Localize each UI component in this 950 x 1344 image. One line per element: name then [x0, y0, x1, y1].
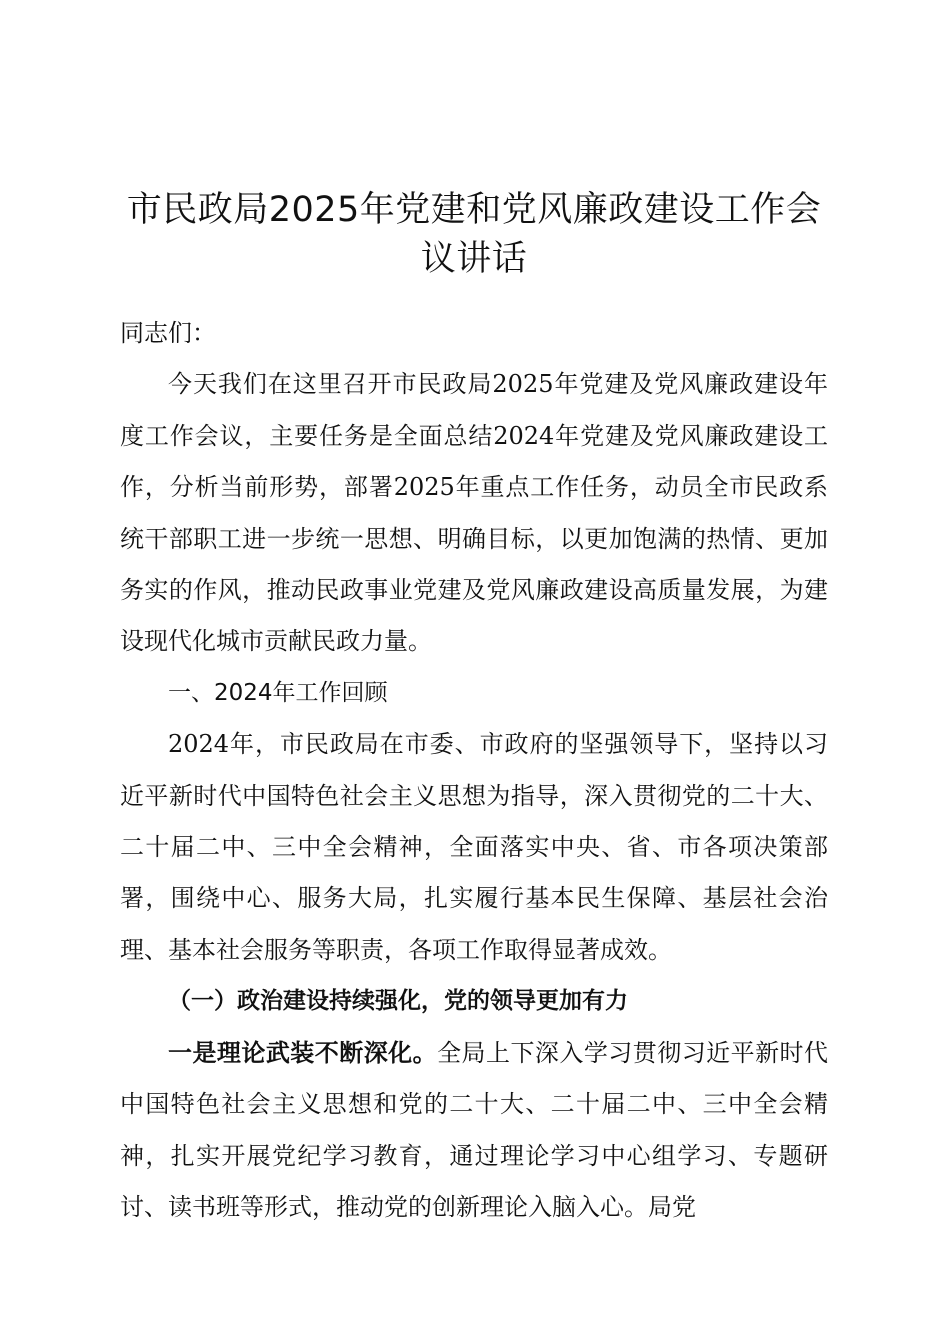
- document-body: [120, 186, 828, 1233]
- point-1-paragraph: [120, 1028, 828, 1234]
- salutation: 同志们：: [120, 319, 216, 347]
- document-title: 市民政局2025年党建和党风廉政建设工作会议讲话: [126, 190, 822, 279]
- section-heading-1: 一、2024年工作回顾: [168, 679, 388, 706]
- intro-paragraph: 今天我们在这里召开市民政局2025年党建及党风廉政建设年度工作会议，主要任务是全面总结2024年党建及党风廉政建设工作，分析当前形势，部署2025年重点工作任务，动员全市民政系统干部职工进一步统一思想、明确目标，以更加饱满的热情、更加务实的作风，推动民政事业党建及党风廉政建设高质量发展，为建设现代化城市贡献民政力量。: [120, 370, 828, 656]
- section-1-paragraph: 2024年，市民政局在市委、市政府的坚强领导下，坚持以习近平新时代中国特色社会主义思想为指导，深入贯彻党的二十大、二十届二中、三中全会精神，全面落实中央、省、市各项决策部署，围绕中心、服务大局，扎实履行基本民生保障、基层社会治理、基本社会服务等职责，各项工作取得显著成效。: [120, 730, 828, 964]
- point-1-body: 全局上下深入学习贯彻习近平新时代中国特色社会主义思想和党的二十大、二十届二中、三中全会精神，扎实开展党纪学习教育，通过理论学习中心组学习、专题研讨、读书班等形式，推动党的创新理论入脑入心。局党: [120, 1038, 829, 1221]
- point-1-lead: 一是理论武装不断深化。: [168, 1038, 438, 1067]
- subsection-heading-1: （一）政治建设持续强化，党的领导更加有力: [168, 988, 628, 1015]
